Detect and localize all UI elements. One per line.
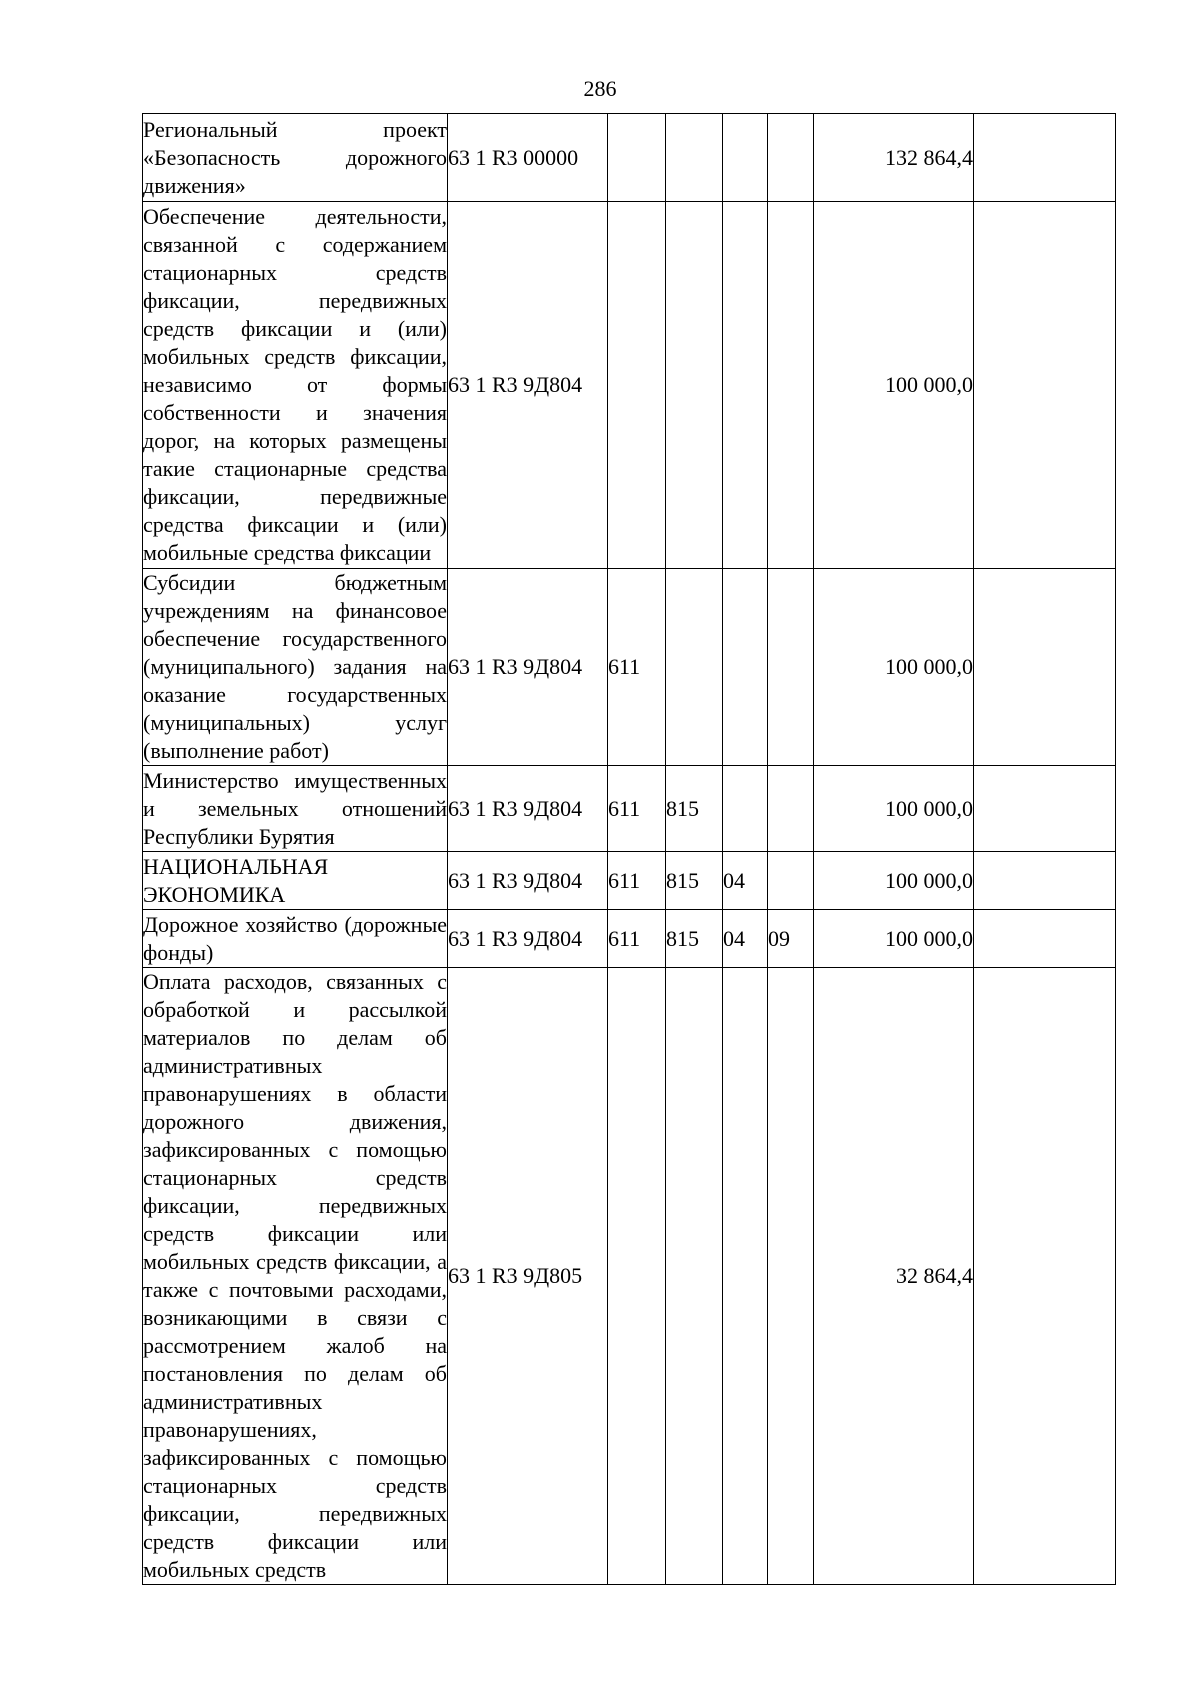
target-article-code: 63 1 R3 9Д805	[448, 968, 608, 1585]
target-article-code: 63 1 R3 9Д804	[448, 202, 608, 569]
section-code: 04	[723, 910, 768, 968]
page-number: 286	[583, 76, 617, 101]
section-code	[723, 114, 768, 202]
extra-cell	[974, 569, 1116, 766]
budget-table	[142, 113, 1116, 1585]
extra-cell	[974, 852, 1116, 910]
section-code	[723, 968, 768, 1585]
administrator-code	[666, 569, 723, 766]
administrator-code: 815	[666, 766, 723, 852]
table-row	[143, 569, 1116, 766]
amount-cell: 100 000,0	[814, 852, 974, 910]
expense-type-code	[608, 968, 666, 1585]
target-article-code: 63 1 R3 9Д804	[448, 766, 608, 852]
amount-cell: 32 864,4	[814, 968, 974, 1585]
amount-cell: 100 000,0	[814, 202, 974, 569]
expense-type-code: 611	[608, 910, 666, 968]
row-description: Региональный проект «Безопасность дорожного движения»	[143, 114, 448, 202]
amount-cell: 100 000,0	[814, 766, 974, 852]
table-row	[143, 852, 1116, 910]
section-code: 04	[723, 852, 768, 910]
expense-type-code	[608, 202, 666, 569]
expense-type-code: 611	[608, 569, 666, 766]
amount-cell: 100 000,0	[814, 569, 974, 766]
target-article-code: 63 1 R3 9Д804	[448, 852, 608, 910]
expense-type-code: 611	[608, 766, 666, 852]
extra-cell	[974, 766, 1116, 852]
target-article-code: 63 1 R3 9Д804	[448, 910, 608, 968]
extra-cell	[974, 968, 1116, 1585]
target-article-code: 63 1 R3 00000	[448, 114, 608, 202]
row-description: НАЦИОНАЛЬНАЯ ЭКОНОМИКА	[143, 852, 448, 910]
administrator-code	[666, 968, 723, 1585]
subsection-code	[768, 766, 814, 852]
expense-type-code: 611	[608, 852, 666, 910]
subsection-code	[768, 202, 814, 569]
extra-cell	[974, 910, 1116, 968]
subsection-code	[768, 114, 814, 202]
subsection-code	[768, 569, 814, 766]
table-row	[143, 766, 1116, 852]
section-code	[723, 569, 768, 766]
table-row	[143, 114, 1116, 202]
section-code	[723, 766, 768, 852]
row-description: Обеспечение деятельности, связанной с содержанием стационарных средств фиксации, передвижных средств фиксации и (или) мобильных средств фиксации, независимо от формы собственности и значения дорог, на которых размещены такие стационарные средства фиксации, передвижные средства фиксации и (или) мобильные средства фиксации	[143, 202, 448, 569]
row-description: Министерство имущественных и земельных отношений Республики Бурятия	[143, 766, 448, 852]
table-row	[143, 968, 1116, 1585]
table-row	[143, 202, 1116, 569]
extra-cell	[974, 202, 1116, 569]
expense-type-code	[608, 114, 666, 202]
administrator-code: 815	[666, 852, 723, 910]
row-description: Субсидии бюджетным учреждениям на финансовое обеспечение государственного (муниципального) задания на оказание государственных (муниципальных) услуг (выполнение работ)	[143, 569, 448, 766]
subsection-code: 09	[768, 910, 814, 968]
subsection-code	[768, 968, 814, 1585]
row-description: Оплата расходов, связанных с обработкой и рассылкой материалов по делам об административных правонарушениях в области дорожного движения, зафиксированных с помощью стационарных средств фиксации, передвижных средств фиксации или мобильных средств фиксации, а также с почтовыми расходами, возникающими в связи с рассмотрением жалоб на постановления по делам об административных правонарушениях, зафиксированных с помощью стационарных средств фиксации, передвижных средств фиксации или мобильных средств	[143, 968, 448, 1585]
amount-cell: 132 864,4	[814, 114, 974, 202]
row-description: Дорожное хозяйство (дорожные фонды)	[143, 910, 448, 968]
amount-cell: 100 000,0	[814, 910, 974, 968]
administrator-code: 815	[666, 910, 723, 968]
subsection-code	[768, 852, 814, 910]
extra-cell	[974, 114, 1116, 202]
administrator-code	[666, 202, 723, 569]
section-code	[723, 202, 768, 569]
table-row	[143, 910, 1116, 968]
target-article-code: 63 1 R3 9Д804	[448, 569, 608, 766]
administrator-code	[666, 114, 723, 202]
